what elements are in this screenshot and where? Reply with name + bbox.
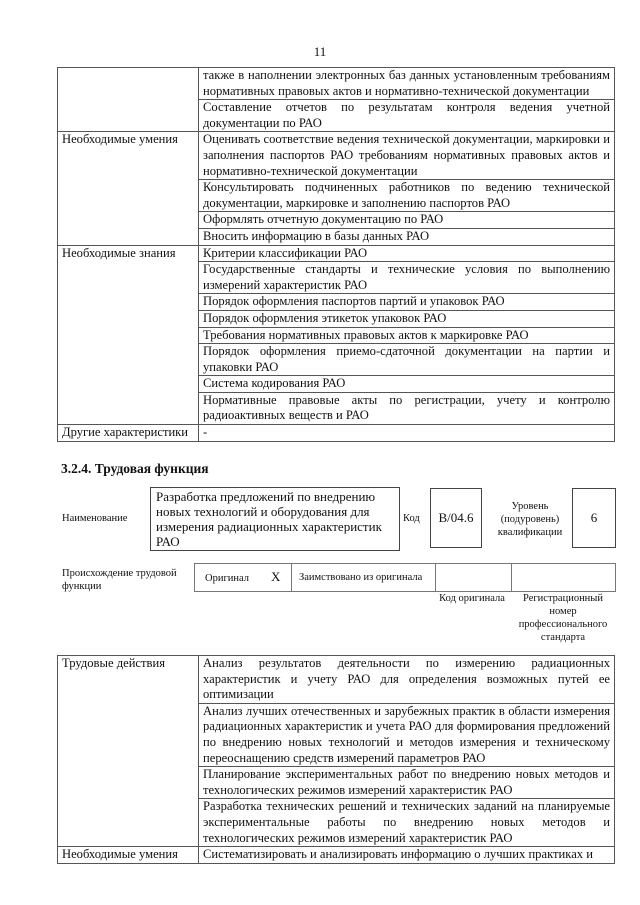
labor-actions-table	[57, 655, 615, 864]
row-item: Консультировать подчиненных работников по ведению технической документации, маркировке и заполнению паспортов РАО	[199, 180, 615, 212]
page-number: 11	[313, 44, 327, 59]
row-item: также в наполнении электронных баз данных установленным требованиям нормативных правовых актов и нормативно-технической документации	[199, 68, 615, 100]
row-label: Другие характеристики	[58, 425, 199, 442]
name-label: Наименование	[62, 513, 128, 524]
row-item: Нормативные правовые акты по регистрации, учету и контролю радиоактивных веществ и РАО	[199, 392, 615, 424]
row-item: Планирование экспериментальных работ по внедрению новых методов и технологических режимов измерений характеристик РАО	[199, 767, 615, 799]
table-row	[58, 245, 615, 262]
function-name: Разработка предложений по внедрению новых технологий и оборудования для измерения радиационных характеристик РАО	[150, 487, 400, 551]
code-label: Код	[403, 513, 420, 524]
row-label: Трудовые действия	[58, 656, 199, 847]
row-item: Составление отчетов по результатам контроля ведения учетной документации по РАО	[199, 100, 615, 132]
competency-table	[57, 67, 615, 442]
origin-row	[194, 563, 616, 592]
origin-label: Происхождение трудовой функции	[62, 568, 177, 592]
row-item: Вносить информацию в базы данных РАО	[199, 228, 615, 245]
row-item: Критерии классификации РАО	[199, 245, 615, 262]
row-label: Необходимые знания	[58, 245, 199, 425]
level-value: 6	[572, 488, 616, 548]
row-item: Анализ результатов деятельности по измерению радиационных характеристик и учету РАО для определения возможных путей ее оптимизации	[199, 656, 615, 704]
table-row	[58, 132, 615, 180]
row-item: Порядок оформления приемо-сдаточной документации на партии и упаковки РАО	[199, 344, 615, 376]
row-item: -	[199, 425, 615, 442]
row-item: Требования нормативных правовых актов к маркировке РАО	[199, 327, 615, 344]
row-item: Систематизировать и анализировать информацию о лучших практиках и	[199, 847, 615, 864]
level-label: Уровень (подуровень) квалификации	[497, 501, 563, 538]
table-row	[58, 68, 615, 100]
row-item: Система кодирования РАО	[199, 376, 615, 393]
borrowed-label: Заимствовано из оригинала	[299, 572, 423, 583]
original-label: Оригинал	[205, 573, 249, 584]
row-item: Разработка технических решений и технических заданий на планируемые экспериментальные работы по внедрению новых методов и технологических режимов измерений характеристик РАО	[199, 799, 615, 847]
row-item: Анализ лучших отечественных и зарубежных практик в области измерения радиационных характеристик и учета РАО для формирования предложений по внедрению новых технологий и методов измерения и техническому переоснащению средств измерений параметров РАО	[199, 703, 615, 766]
row-label	[58, 68, 199, 132]
row-item: Порядок оформления этикеток упаковок РАО	[199, 310, 615, 327]
row-label: Необходимые умения	[58, 847, 199, 864]
row-item: Оценивать соответствие ведения технической документации, маркировки и заполнения паспортов РАО требованиям нормативных правовых актов и нормативно-технической документации	[199, 132, 615, 180]
row-label: Необходимые умения	[58, 132, 199, 245]
original-mark: X	[271, 569, 281, 584]
section-heading: 3.2.4. Трудовая функция	[61, 461, 209, 476]
code-value: B/04.6	[430, 488, 482, 548]
origin-code-caption: Код оригинала	[439, 593, 505, 604]
reg-number-caption: Регистрационный номер профессионального стандарта	[518, 593, 608, 643]
row-item: Государственные стандарты и технические условия по выполнению измерений характеристик РАО	[199, 262, 615, 294]
table-row	[58, 425, 615, 442]
table-row	[58, 656, 615, 704]
table-row	[58, 847, 615, 864]
row-item: Оформлять отчетную документацию по РАО	[199, 212, 615, 229]
row-item: Порядок оформления паспортов партий и упаковок РАО	[199, 294, 615, 311]
